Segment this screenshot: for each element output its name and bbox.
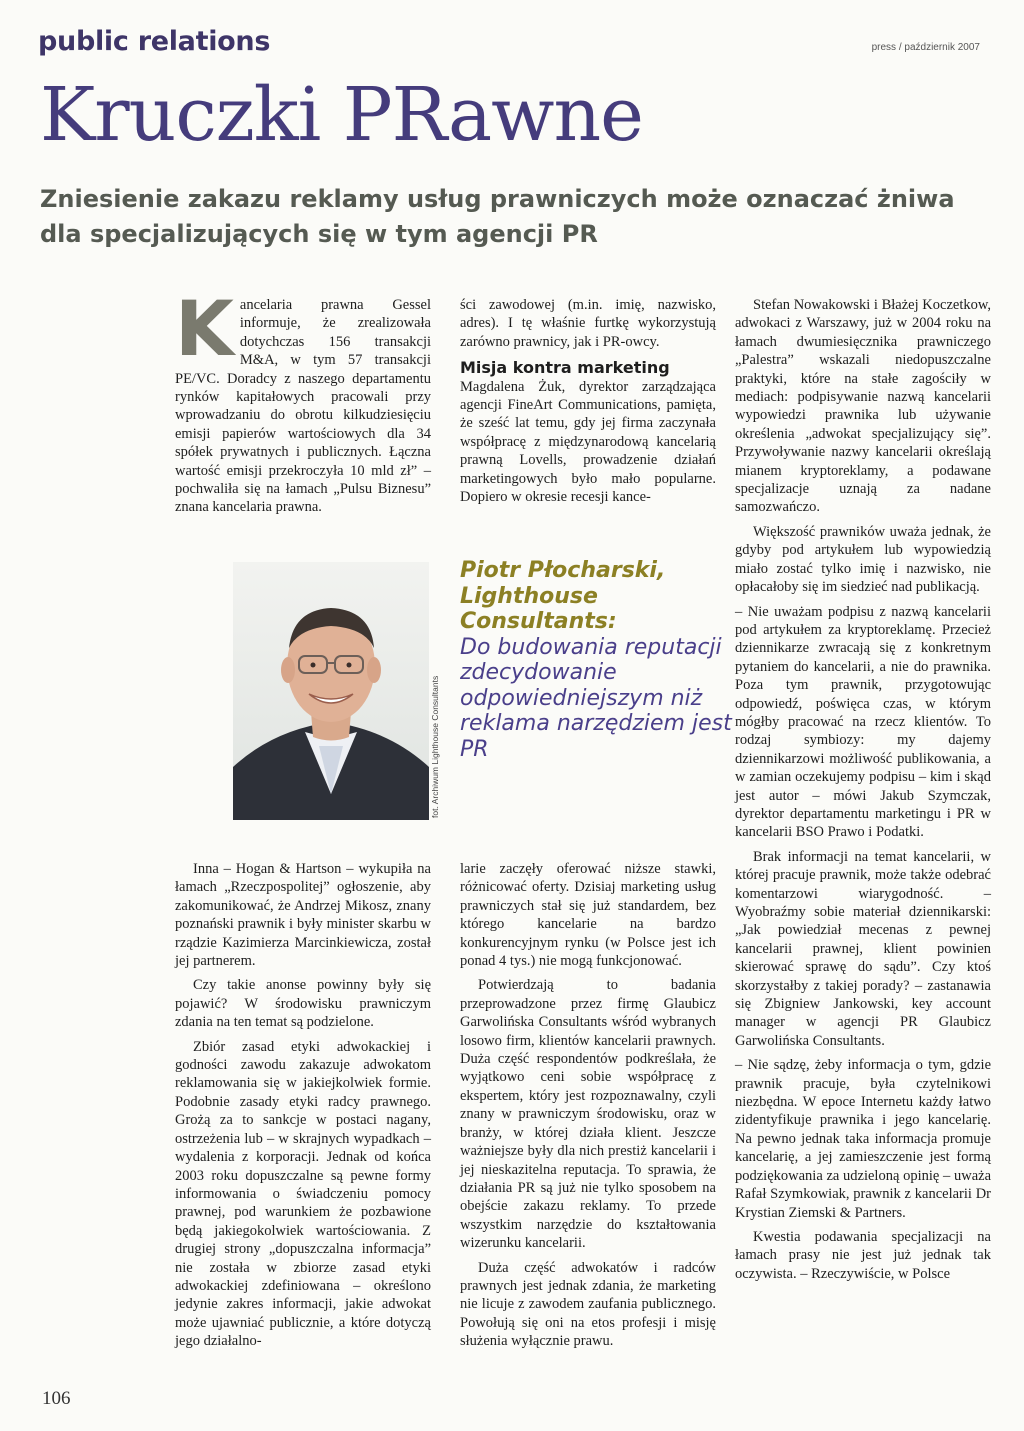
- paragraph: Większość prawników uważa jednak, że gdyby pod artykułem lub wypowiedzią miało zostać tylko imię i nazwisko, nie opłacałoby się im siedzieć nad publikacją.: [735, 523, 991, 596]
- column-3: [735, 296, 991, 1289]
- article-title: Kruczki PRawne: [40, 72, 643, 158]
- section-subheading: Misja kontra marketing: [460, 358, 670, 378]
- paragraph: Zbiór zasad etyki adwokackiej i godności zawodu zakazuje adwokatom reklamowania się w jakiejkolwiek formie. Podobnie zasady etyki radcy prawnego. Grożą za to sankcje w postaci nagany, ostrzeżenia lub – w skrajnych wypadkach – wydalenia z korporacji. Jednak od końca 2003 roku dopuszczalne są pewne formy informowania o świadczeniu pomocy prawnej, pod warunkiem że pozbawione będą jakiegokolwiek wartościowania. Z drugiej strony „dopuszczalna informacja” nie została w zbiorze zasad etyki adwokackiej zdefiniowana – określono jedynie zakres informacji, jakie adwokat może ujawniać publicznie, a które dotyczą jego działalno-: [175, 1038, 431, 1350]
- section-label: public relations: [38, 26, 271, 57]
- page-number: 106: [42, 1388, 71, 1409]
- portrait-illustration: [233, 562, 429, 820]
- pull-quote: [460, 558, 750, 762]
- column-2-top: [460, 296, 716, 512]
- photo-credit: fot. Archiwum Lighthouse Consultants: [430, 675, 440, 818]
- paragraph: Inna – Hogan & Hartson – wykupiła na łamach „Rzeczpospolitej” ogłoszenie, aby zakomunikować, że Andrzej Mikosz, znany poznański prawnik i były minister skarbu w rządzie Kazimierza Marcinkiewicza, został jej partnerem.: [175, 861, 431, 970]
- paragraph: Stefan Nowakowski i Błażej Koczetkow, adwokaci z Warszawy, już w 2004 roku na łamach dwumiesięcznika prawniczego „Palestra” wskazali niedopuszczalne praktyki, które na stałe zagościły w mediach: podpisywanie nazwą kancelarii wypowiedzi prawnika lub używanie określenia „adwokat specjalizujący się”. Przywoływanie nazwy kancelarii określają mianem kryptoreklamy, a podawane specjalizacje uznają za nadane samozwańczo.: [735, 297, 991, 516]
- intro-paragraph: [175, 284, 431, 517]
- column-1-top: [175, 284, 431, 523]
- paragraph: Czy takie anonse powinny były się pojawić? W środowisku prawniczym zdania na ten temat są podzielone.: [175, 977, 431, 1031]
- paragraph: Kwestia podawania specjalizacji na łamach prasy nie jest już jednak tak oczywista. – Rzeczywiście, w Polsce: [735, 1228, 991, 1282]
- paragraph: – Nie uważam podpisu z nazwą kancelarii pod artykułem za kryptoreklamę. Przecież dziennikarze zwracają się z konkretnym pytaniem do kancelarii, a nie do prawnika. Poza tym prawnik, przygotowując odpowiedź, poświęca czas, w którym mógłby pracować na rzecz klientów. To rodzaj symbiozy: my dajemy dziennikarzowi możliwość publikowania, a w zamian oczekujemy podpisu – kim i skąd jest autor – mówi Jakub Szymczak, dyrektor departamentu marketingu i PR w kancelarii BSO Prawo i Podatki.: [735, 603, 991, 841]
- column-2-bottom: [460, 860, 716, 1357]
- quote-author: Piotr Płocharski, Lighthouse Consultants:: [460, 558, 666, 634]
- portrait-photo: [233, 562, 429, 820]
- drop-cap: K: [175, 284, 234, 373]
- intro-text: ancelaria prawna Gessel informuje, że zrealizowała dotychczas 156 transakcji M&A, w tym 57 transakcji PE/VC. Doradcy z naszego departamentu rynków kapitałowych pracowali przy wprowadzaniu do obrotu kilkudziesięciu emisji papierów wartościowych dla 34 spółek prywatnych i publicznych. Łączna wartość emisji przekroczyła 10 mld zł” – pochwaliła się na łamach „Pulsu Biznesu” znana kancelaria prawna.: [175, 297, 431, 516]
- column-1-bottom: [175, 860, 431, 1357]
- paragraph: Brak informacji na temat kancelarii, w której pracuje prawnik, może także odebrać komentarzowi wiarygodność. – Wyobraźmy sobie materiał dziennikarski: „Jak powiedział mecenas z pewnej kancelarii prawnej, klient powinien skierować sprawę do sądu”. Czy ktoś skorzystałby z takiej porady? – zastanawia się Zbigniew Jankowski, key account manager w agencji PR Glaubicz Garwolińska Consultants.: [735, 848, 991, 1049]
- paragraph: larie zaczęły oferować niższe stawki, różnicować oferty. Dzisiaj marketing usług prawniczych stał się już standardem, bez którego kancelarie na bardzo konkurencyjnym rynku (w Polsce jest ich ponad 4 tys.) nie mogą funkcjonować.: [460, 861, 716, 970]
- quote-text: Do budowania reputacji zdecydowanie odpowiedniejszym niż reklama narzędziem jest PR: [460, 634, 732, 762]
- article-subtitle: Zniesienie zakazu reklamy usług prawniczych może oznaczać żniwa dla specjalizujących się w tym agencji PR: [40, 185, 955, 248]
- issue-label: press / październik 2007: [871, 42, 980, 53]
- paragraph: ści zawodowej (m.in. imię, nazwisko, adres). I tę właśnie furtkę wykorzystują zarówno prawnicy, jak i PR-owcy.: [460, 297, 716, 350]
- paragraph: Duża część adwokatów i radców prawnych jest jednak zdania, że marketing nie licuje z zawodem zaufania publicznego. Powołują się oni na etos profesji i misję służenia wyłącznie prawu.: [460, 1259, 716, 1350]
- paragraph: Magdalena Żuk, dyrektor zarządzająca agencji FineArt Communications, pamięta, że sześć lat temu, gdy jej firma zaczynała współpracę z międzynarodową kancelarią prawną Lovells, prowadzenie działań marketingowych było mało popularne. Dopiero w okresie recesji kance-: [460, 378, 716, 506]
- paragraph: Potwierdzają to badania przeprowadzone przez firmę Glaubicz Garwolińska Consultants wśród wybranych losowo firm, klientów kancelarii prawnych. Duża część respondentów podkreślała, że wyjątkowo ceni sobie współpracę z ekspertem, który jest rozpoznawalny, czyli znany w prawniczym środowisku, oraz w branży, w której działa klient. Jeszcze ważniejsze były dla nich prestiż kancelarii i jej nieskazitelna reputacja. To sprawia, że działania PR są już nie tylko sposobem na obejście zakazu reklamy. To przede wszystkim narzędzie do kształtowania wizerunku kancelarii.: [460, 977, 716, 1252]
- paragraph: – Nie sądzę, żeby informacja o tym, gdzie prawnik pracuje, była czytelnikowi niezbędna. W epoce Internetu każdy łatwo zidentyfikuje prawnika i jego kancelarię. Na pewno jednak taka informacja promuje kancelarię, a jej zamieszczenie jest formą podziękowania za udzieloną opinię – uważa Rafał Szymkowiak, prawnik z kancelarii Dr Krystian Ziemski & Partners.: [735, 1057, 991, 1221]
